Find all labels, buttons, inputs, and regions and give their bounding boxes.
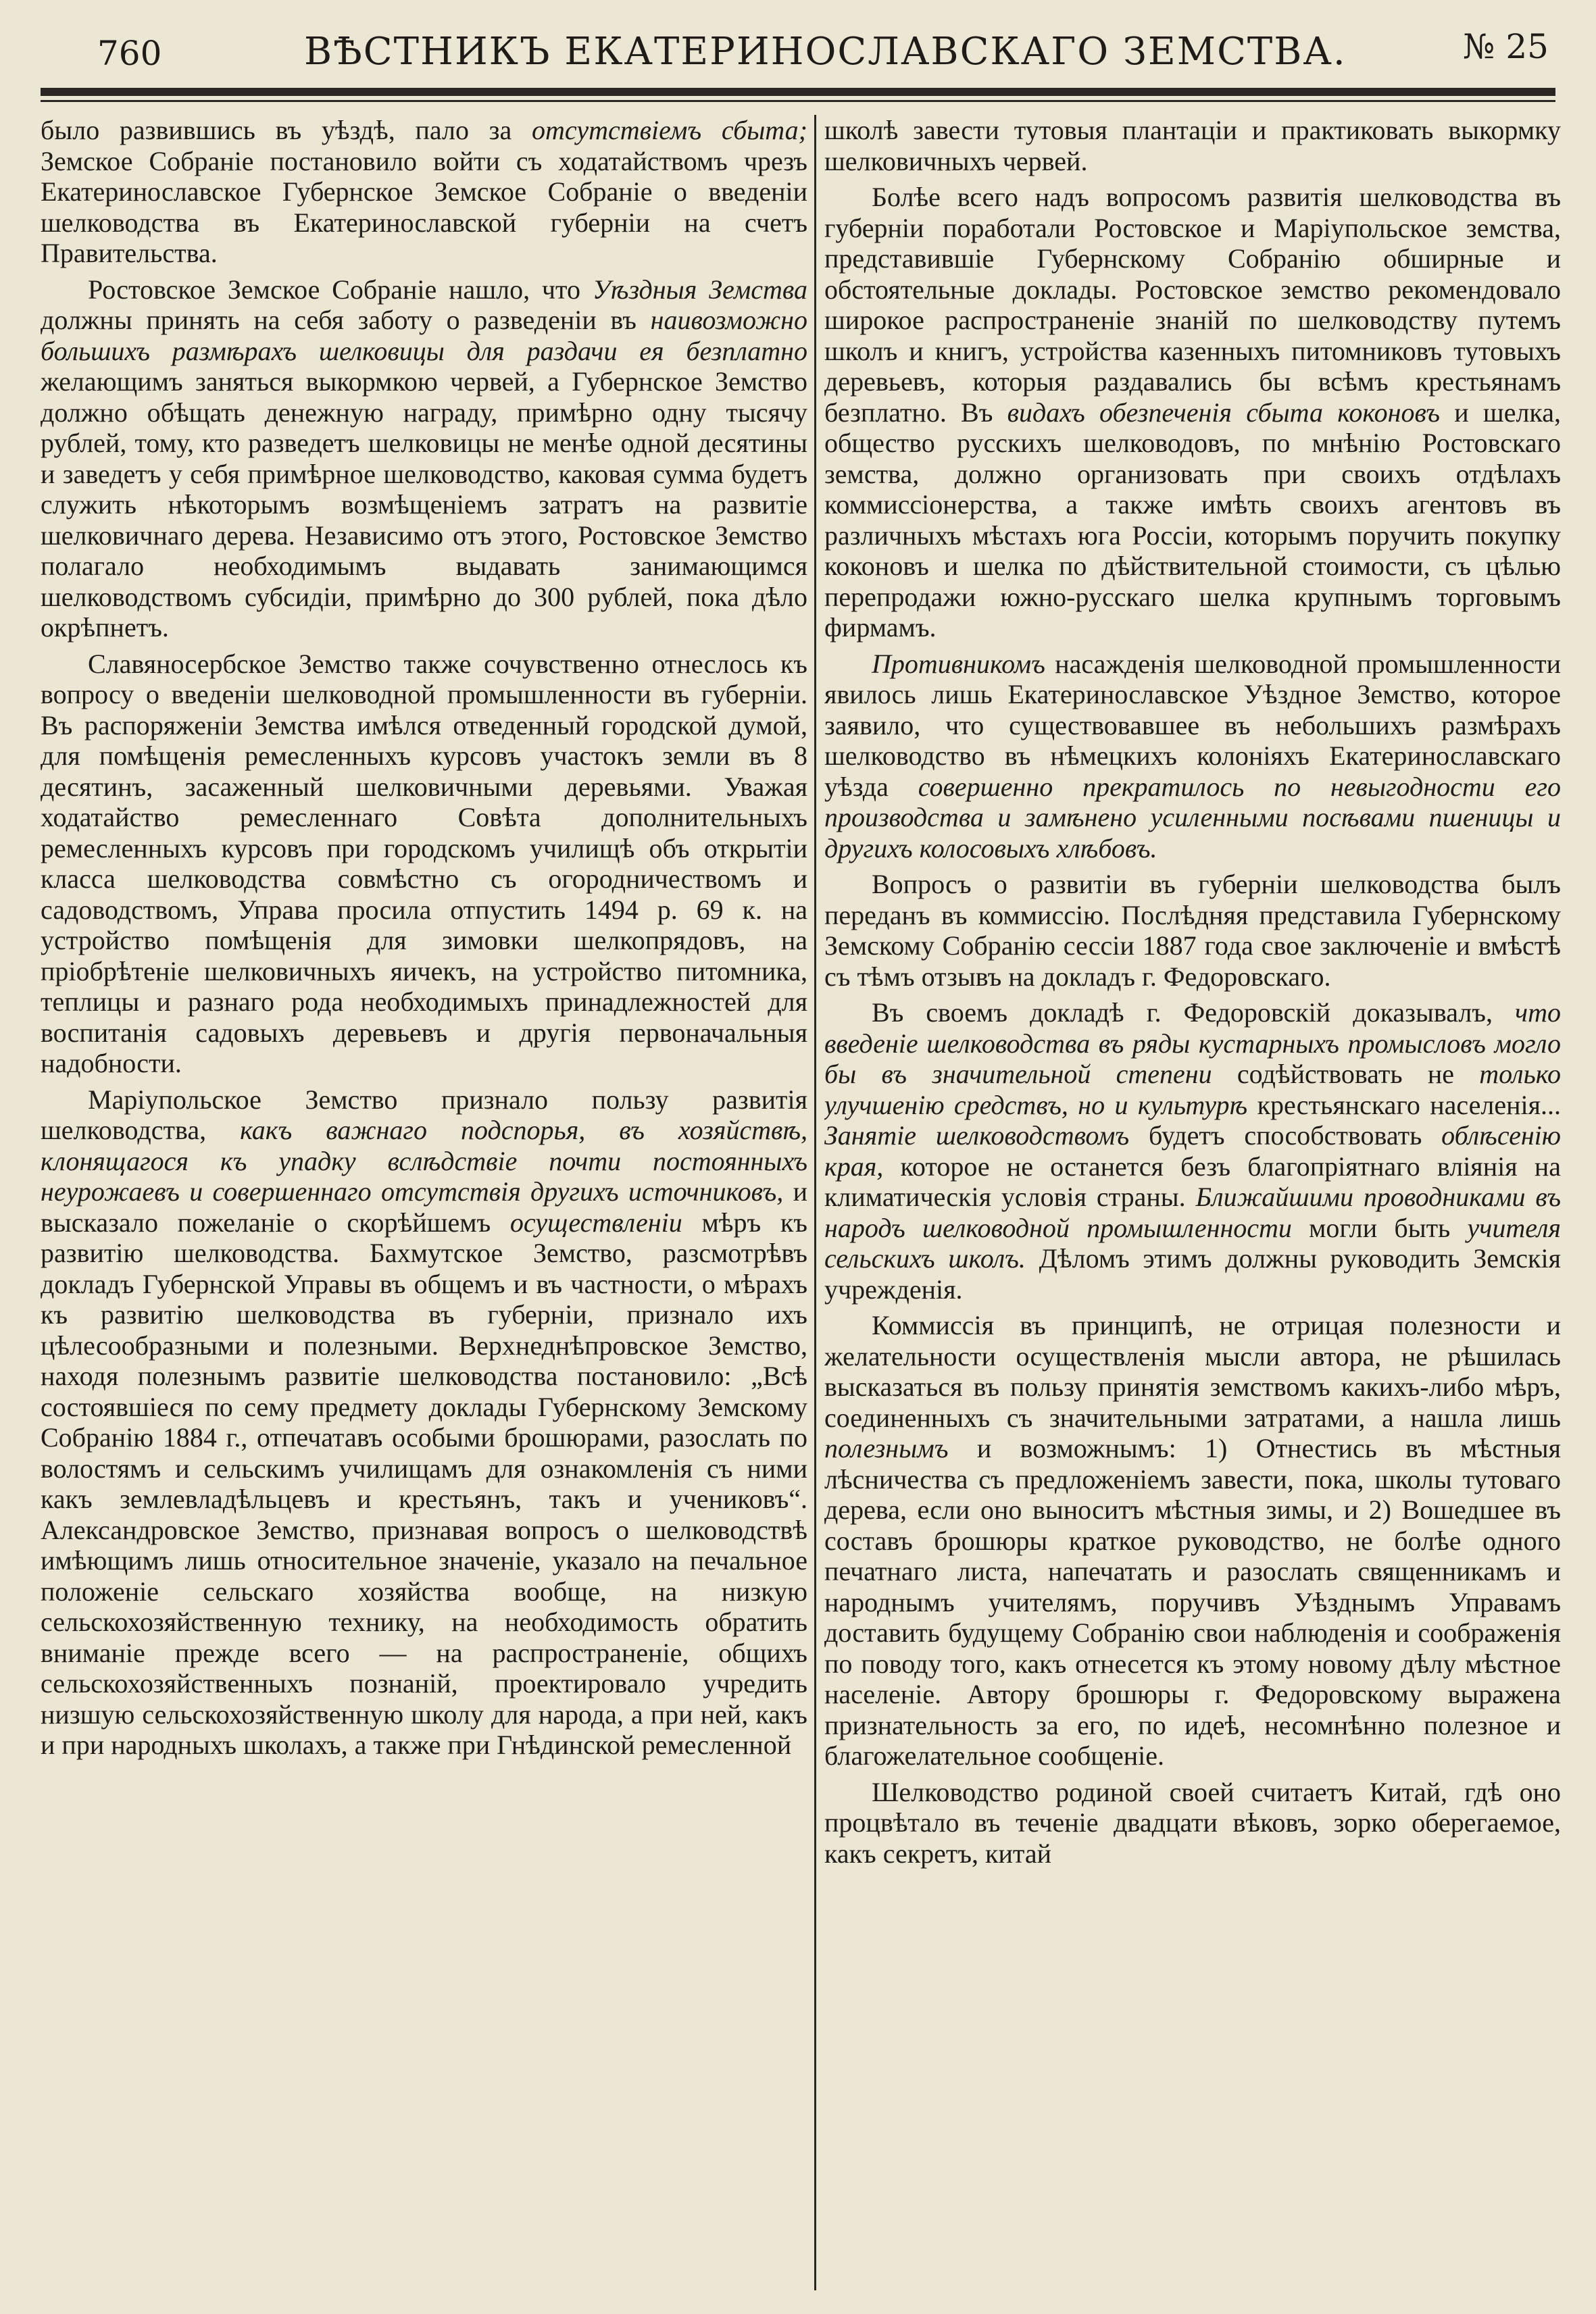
italic-text: Противникомъ	[872, 648, 1045, 679]
italic-text: полезнымъ	[824, 1433, 949, 1463]
italic-text: облѣсенію края,	[824, 1120, 1561, 1182]
text-run: Ростовское Земское Собраніе нашло, что	[88, 274, 593, 305]
text-run: Коммиссія въ принципѣ, не отрицая полезности и желательности осуществленія мысли автора, не рѣшилась высказаться въ пользу принятія земствомъ какихъ-либо мѣръ, соединенныхъ съ значительными затратами, а нашла лишь	[824, 1310, 1561, 1433]
text-run: Маріупольское Земство признало пользу развитія шелководства,	[41, 1084, 807, 1145]
italic-text: видахъ обезпеченія сбыта коконовъ	[1007, 397, 1441, 428]
italic-text: осуществленіи	[509, 1207, 682, 1238]
text-run: и возможнымъ: 1) Отнестись въ мѣстныя лѣсничества съ предложеніемъ завести, пока, школы тутоваго дерева, если оно выноситъ мѣстныя зимы, и 2) Вошедшее въ составъ брошюры краткое руководство, не болѣе одного печатнаго листа, напечатать и разослать священникамъ и народнымъ учителямъ, поручивъ Уѣзднымъ Управамъ доставить будущему Собранію свои наблюденія и соображенія по поводу того, какъ отнесется къ этому новому дѣлу мѣстное населеніе. Автору брошюры г. Федоровскому выражена признательность за его, по идеѣ, несомнѣнно полезное и благожелательное сообщеніе.	[824, 1433, 1561, 1771]
text-run: было развившись въ уѣздѣ, пало за	[41, 115, 532, 145]
text-run: содѣйствовать не	[1212, 1059, 1480, 1089]
paragraph	[824, 649, 1561, 864]
italic-text: отсутствіемъ сбыта;	[531, 115, 807, 145]
italic-text: только улучшенію средствъ, но и культурѣ	[824, 1059, 1561, 1120]
right-column	[824, 115, 1561, 2287]
text-run: которое не останется безъ благопріятнаго вліянія на климатическія условія страны.	[824, 1151, 1561, 1212]
page-number: 760	[97, 34, 162, 73]
paragraph	[41, 649, 807, 1079]
text-run: желающимъ заняться выкормкою червей, а Губернское Земство должно обѣщать денежную награду, примѣрно одну тысячу рублей, тому, кто разведетъ шелковицы не менѣе одной десятины и заведетъ у себя примѣрное шелководство, каковая сумма будетъ служить нѣкоторымъ возмѣщеніемъ затратъ на развитіе шелковичнаго дерева. Независимо отъ этого, Ростовское Земство полагало необходимымъ выдавать занимающимся шелководствомъ субсидіи, примѣрно до 300 рублей, пока дѣло окрѣпнетъ.	[41, 366, 807, 643]
italic-text: Уѣздныя Земства	[592, 274, 807, 305]
text-run: будетъ способствовать	[1129, 1120, 1442, 1151]
issue-number: № 25	[1463, 27, 1549, 66]
text-run: Шелководство родиной своей считаетъ Китай, гдѣ оно процвѣтало въ теченіе двадцати вѣковъ, зорко оберегаемое, какъ секретъ, китай	[824, 1776, 1561, 1869]
text-run: Славяносербское Земство также сочувственно отнеслось къ вопросу о введеніи шелководной промышленности въ губерніи. Въ распоряженіи Земства имѣлся отведенный городской думой, для помѣщенія ремесленныхъ курсовъ участокъ земли въ 8 десятинъ, засаженный шелковичными деревьями. Уважая ходатайство ремесленнаго Совѣта дополнительныхъ ремесленныхъ курсовъ при городскомъ училищѣ объ открытіи класса шелководства совмѣстно съ огородничествомъ и садоводствомъ, Управа просила отпустить 1494 р. 69 к. на устройство помѣщенія для зимовки шелкопрядовъ, на пріобрѣтеніе шелковичныхъ яичекъ, на устройство питомника, теплицы и разнаго рода необходимыхъ принадлежностей для воспитанія садовыхъ деревьевъ и другія первоначальныя надобности.	[41, 648, 807, 1078]
paragraph	[824, 997, 1561, 1305]
text-run: мѣръ къ развитію шелководства. Бахмутское Земство, разсмотрѣвъ докладъ Губернской Управы въ общемъ и въ частности, о мѣрахъ къ развитію шелководства въ губерніи, признало ихъ цѣлесообразными и полезными. Верхнеднѣпровское Земство, находя полезнымъ развитіе шелководства постановило: „Всѣ состоявшіеся по сему предмету доклады Губернскому Земскому Собранію 1884 г., отпечатавъ особыми брошюрами, разослать по волостямъ и сельскимъ училищамъ для ознакомленія съ ними какъ землевладѣльцевъ и крестьянъ, такъ и учениковъ“. Александровское Земство, признавая вопросъ о шелководствѣ имѣющимъ лишь относительное значеніе, указало на печальное положеніе сельскаго хозяйства вообще, на низкую сельскохозяйственную технику, на необходимость обратить вниманіе прежде всего — на распространеніе, общихъ сельскохозяйственныхъ познаній, проектировало учредить низшую сельскохозяйственную школу для народа, а при ней, какъ и при народныхъ школахъ, а также при Гнѣдинской ремесленной	[41, 1207, 807, 1760]
text-run: должны принять на себя заботу о разведеніи въ	[41, 305, 651, 335]
journal-title: ВѢСТНИКЪ ЕКАТЕРИНОСЛАВСКАГО ЗЕМСТВА.	[304, 30, 1347, 74]
column-divider	[814, 115, 816, 2290]
text-run: Въ своемъ докладѣ г. Федоровскій доказывалъ,	[872, 997, 1516, 1028]
paragraph	[824, 182, 1561, 643]
text-run: Земское Собраніе постановило войти съ ходатайствомъ чрезъ Екатеринославское Губернское Земское Собраніе о введеніи шелководства въ Екатеринославской губерніи на счетъ Правительства.	[41, 145, 807, 268]
text-run: крестьянскаго населенія...	[1247, 1089, 1561, 1120]
header-rule	[41, 88, 1555, 96]
paragraph	[824, 1777, 1561, 1869]
page-header	[88, 20, 1555, 81]
italic-text: Ближайшими проводниками въ народъ шелководной промышленности	[824, 1182, 1561, 1243]
text-run: Дѣломъ этимъ должны руководить Земскія учрежденія.	[824, 1243, 1561, 1305]
text-run: Болѣе всего надъ вопросомъ развитія шелководства въ губерніи поработали Ростовское и Маріупольское земства, представившіе Губернскому Собранію обширные и обстоятельные доклады. Ростовское земство рекомендовало широкое распространеніе знаній по шелководству путемъ школъ и книгъ, устройства казенныхъ питомниковъ тутовыхъ деревьевъ, которыя раздавались бы всѣмъ крестьянамъ безплатно. Въ	[824, 182, 1561, 428]
left-column	[41, 115, 807, 2287]
text-run: могли быть	[1291, 1212, 1468, 1243]
italic-text: какъ важнаго подспорья, въ хозяйствѣ, клонящагося къ упадку вслѣдствіе почти постоянныхъ неурожаевъ и совершеннаго отсутствія другихъ источниковъ,	[41, 1115, 807, 1207]
italic-text: Занятіе шелководствомъ	[824, 1120, 1130, 1151]
text-run: Вопросъ о развитіи въ губерніи шелководства былъ переданъ въ коммиссію. Послѣдняя представила Губернскому Земскому Собранію сессіи 1887 года свое заключеніе и вмѣстѣ съ тѣмъ отзывъ на докладъ г. Федоровскаго.	[824, 869, 1561, 992]
text-run: и шелка, общество русскихъ шелководовъ, по мнѣнію Ростовскаго земства, должно организовать при своихъ отдѣлахъ коммиссіонерства, а также имѣть своихъ агентовъ въ различныхъ мѣстахъ юга Россіи, которымъ поручить покупку коконовъ и шелка по дѣйствительной стоимости, съ цѣлью перепродажи южно-русскаго шелка крупнымъ торговымъ фирмамъ.	[824, 397, 1561, 643]
paragraph	[41, 274, 807, 643]
header-rule-thin	[41, 100, 1555, 102]
italic-text: наивозможно большихъ размѣрахъ шелковицы для раздачи ея безплатно	[41, 305, 807, 366]
paragraph	[824, 115, 1561, 176]
paragraph	[824, 869, 1561, 992]
text-run: насажденія шелководной промышленности явилось лишь Екатеринославское Уѣздное Земство, которое заявило, что существовавшее въ небольшихъ размѣрахъ шелководство въ нѣмецкихъ колоніяхъ Екатеринославскаго уѣзда	[824, 648, 1561, 802]
text-run: школѣ завести тутовыя плантаціи и практиковать выкормку шелковичныхъ червей.	[824, 115, 1561, 176]
paragraph	[41, 115, 807, 269]
paragraph	[824, 1310, 1561, 1771]
italic-text: что введеніе шелководства въ ряды кустарныхъ промысловъ могло бы въ значительной степени	[824, 997, 1561, 1089]
text-run: и высказало пожеланіе о скорѣйшемъ	[41, 1176, 807, 1238]
paragraph	[41, 1084, 807, 1761]
italic-text: учителя сельскихъ школъ.	[824, 1212, 1561, 1274]
italic-text: совершенно прекратилось по невыгодности его производства и замѣнено усиленными посѣвами пшеницы и другихъ колосовыхъ хлѣбовъ.	[824, 771, 1561, 863]
